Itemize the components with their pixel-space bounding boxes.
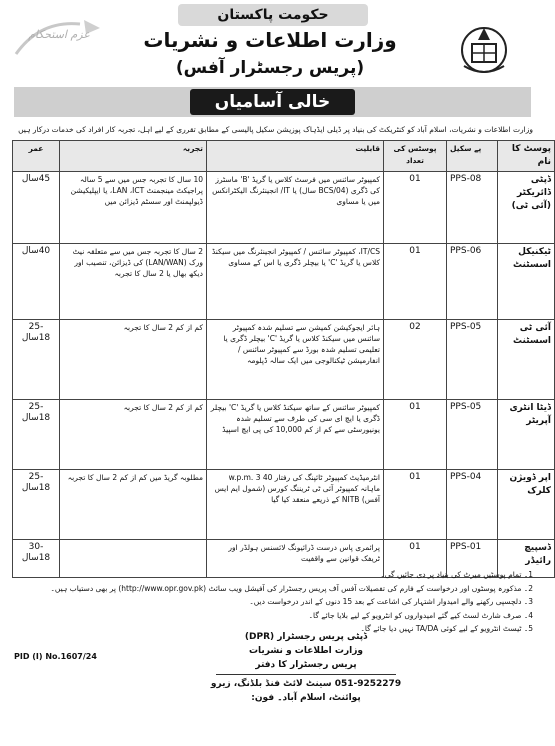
vacancies-title: خالی آسامیاں bbox=[190, 89, 355, 115]
vacancies-table bbox=[12, 140, 555, 578]
footer-divider bbox=[216, 674, 396, 675]
table-row bbox=[13, 172, 555, 244]
footer-designation: ڈپٹی پریس رجسٹرار (DPR) bbox=[244, 632, 368, 642]
ministry-title: وزارت اطلاعات و نشریات bbox=[143, 28, 397, 52]
cell-count: 01 bbox=[384, 540, 447, 578]
header-count: پوسٹس کی تعداد bbox=[384, 141, 447, 172]
table-row bbox=[13, 320, 555, 400]
table-header-row bbox=[13, 141, 555, 172]
note-item: 2۔ مذکورہ پوسٹوں اور درخواست کے فارم کی تفصیلات آفس آف پریس رجسٹرار کی آفیشل ویب سائٹ (http://www.opr.gov.pk) پر بھی دستیاب ہیں۔ bbox=[50, 583, 533, 593]
campaign-logo-text: عزم استحکام bbox=[28, 28, 90, 41]
govt-title: حکومت پاکستان bbox=[178, 4, 368, 26]
cell-count: 01 bbox=[384, 400, 447, 470]
cell-experience: کم از کم 2 سال کا تجربہ bbox=[60, 320, 207, 400]
footer-phone: 051-9252279 bbox=[334, 679, 402, 689]
footer-address: سینٹ لائٹ فنڈ بلڈنگ، زیرو پوائنٹ، اسلام آباد۔ فون: bbox=[210, 679, 361, 703]
cell-post: آئی ٹی اسسٹنٹ bbox=[498, 320, 555, 400]
table-row bbox=[13, 400, 555, 470]
cell-count: 01 bbox=[384, 172, 447, 244]
cell-pps: PPS-08 bbox=[447, 172, 498, 244]
cell-age: 25-18سال bbox=[13, 400, 60, 470]
cell-qualification: IT/CS، کمپیوٹر سائنس / کمپیوٹر انجینئرنگ میں سیکنڈ کلاس یا گریڈ 'C' یا بیچلر ڈگری یا اس کے مساوی bbox=[207, 244, 384, 320]
cell-pps: PPS-05 bbox=[447, 400, 498, 470]
header-experience: تجربہ bbox=[60, 141, 207, 172]
cell-pps: PPS-04 bbox=[447, 470, 498, 540]
cell-post: ڈسپیچ رائیڈر bbox=[498, 540, 555, 578]
table-row bbox=[13, 244, 555, 320]
header-age: عمر bbox=[13, 141, 60, 172]
cell-experience: مطلوبہ گریڈ میں کم از کم 2 سال کا تجربہ bbox=[60, 470, 207, 540]
cell-count: 01 bbox=[384, 244, 447, 320]
header-pps: پے سکیل bbox=[447, 141, 498, 172]
cell-age: 40سال bbox=[13, 244, 60, 320]
notes-list bbox=[12, 568, 533, 636]
cell-experience: 10 سال کا تجربہ جس میں سے 5 سالہ پراجیکٹ مینجمنٹ LAN ،ICT، یا ایپلیکیشن ڈیولپمنٹ اور سسٹم ڈیزائن میں bbox=[60, 172, 207, 244]
cell-post: اپر ڈویژن کلرک bbox=[498, 470, 555, 540]
cell-qualification: کمپیوٹر سائنس میں فرسٹ کلاس یا گریڈ 'B' ماسٹرز کی ڈگری (BCS/04 سال) یا IT/ انجینئرنگ الیکٹرانکس میں یا مساوی bbox=[207, 172, 384, 244]
header-qualification: قابلیت bbox=[207, 141, 384, 172]
state-emblem-icon bbox=[456, 20, 512, 78]
cell-count: 02 bbox=[384, 320, 447, 400]
cell-qualification: کمپیوٹر سائنس کے ساتھ سیکنڈ کلاس یا گریڈ 'C' بیچلر ڈگری یا ایچ ای سی کی طرف سے تسلیم شدہ یونیورسٹی سے کم از کم 10,000 کی پی ایچ اسپیڈ bbox=[207, 400, 384, 470]
cell-pps: PPS-06 bbox=[447, 244, 498, 320]
intro-text: وزارت اطلاعات و نشریات، اسلام آباد کو کنٹریکٹ کی بنیاد پر ڈیلی ایڈہاک پوزیشن سکیل پالیسی کے مطابق تقرری کے لیے اہل، تجربہ کار افراد کی خدمات درکار ہیں bbox=[18, 125, 533, 134]
cell-age: 30-18سال bbox=[13, 540, 60, 578]
cell-post: ٹیکنیکل اسسٹنٹ bbox=[498, 244, 555, 320]
note-item: 3۔ دلچسپی رکھنے والے امیدوار اشتہار کی اشاعت کے بعد 15 دنوں کے اندر درخواست دیں۔ bbox=[249, 597, 533, 606]
cell-post: ڈپٹی ڈائریکٹر (آئی ٹی) bbox=[498, 172, 555, 244]
cell-pps: PPS-05 bbox=[447, 320, 498, 400]
header-post: پوسٹ کا نام bbox=[498, 141, 555, 172]
footer-address-line bbox=[196, 677, 416, 705]
cell-count: 01 bbox=[384, 470, 447, 540]
cell-qualification: پرائمری پاس درست ڈرائیونگ لائسنس ہولڈر اور ٹریفک قوانین سے واقفیت bbox=[207, 540, 384, 578]
cell-qualification: ہائر ایجوکیشن کمیشن سے تسلیم شدہ کمپیوٹر سائنس میں سیکنڈ کلاس یا گریڈ 'C' بیچلر ڈگری یا تعلیمی تسلیم شدہ بورڈ سے کمپیوٹر سائنس / انفارمیشن ٹیکنالوجی میں ایک سالہ ڈپلومہ bbox=[207, 320, 384, 400]
cell-post: ڈیٹا انٹری آپریٹر bbox=[498, 400, 555, 470]
footer-office: پریس رجسٹرار کا دفتر bbox=[255, 660, 357, 670]
cell-age: 45سال bbox=[13, 172, 60, 244]
campaign-logo-icon bbox=[10, 14, 110, 70]
note-item: 1۔ تمام پوسٹیں میرٹ کی بنیاد پر دی جائیں گی۔ bbox=[380, 570, 533, 579]
cell-qualification: انٹرمیڈیٹ کمپیوٹر ٹائپنگ کی رفتار 40 w.p.m. 3 ماہانہ کمپیوٹر آئی ٹی ٹریننگ کورس (شمول ایم ایس آفس) NITB کے ذریعے منعقد کیا گیا bbox=[207, 470, 384, 540]
cell-age: 25-18سال bbox=[13, 470, 60, 540]
note-item: 5۔ ٹیسٹ انٹرویو کے لیے کوئی TA/DA نہیں دیا جائے گا۔ bbox=[360, 624, 533, 633]
footer-ministry: وزارت اطلاعات و نشریات bbox=[249, 646, 363, 656]
cell-experience: 2 سال کا تجربہ جس میں سے متعلقہ نیٹ ورک (LAN/WAN) کی ڈیزائن، تنصیب اور دیکھ بھال یا 2 سال کا تجربہ bbox=[60, 244, 207, 320]
table-row bbox=[13, 470, 555, 540]
pid-number: PID (I) No.1607/24 bbox=[14, 652, 97, 661]
footer-signature bbox=[196, 630, 416, 705]
office-title: (پریس رجسٹرار آفس) bbox=[175, 58, 365, 78]
cell-experience: کم از کم 2 سال کا تجربہ bbox=[60, 400, 207, 470]
cell-age: 25-18سال bbox=[13, 320, 60, 400]
cell-pps: PPS-01 bbox=[447, 540, 498, 578]
note-item: 4۔ صرف شارٹ لسٹ کیے گئے امیدواروں کو انٹرویو کے لیے بلایا جائے گا۔ bbox=[308, 610, 533, 620]
